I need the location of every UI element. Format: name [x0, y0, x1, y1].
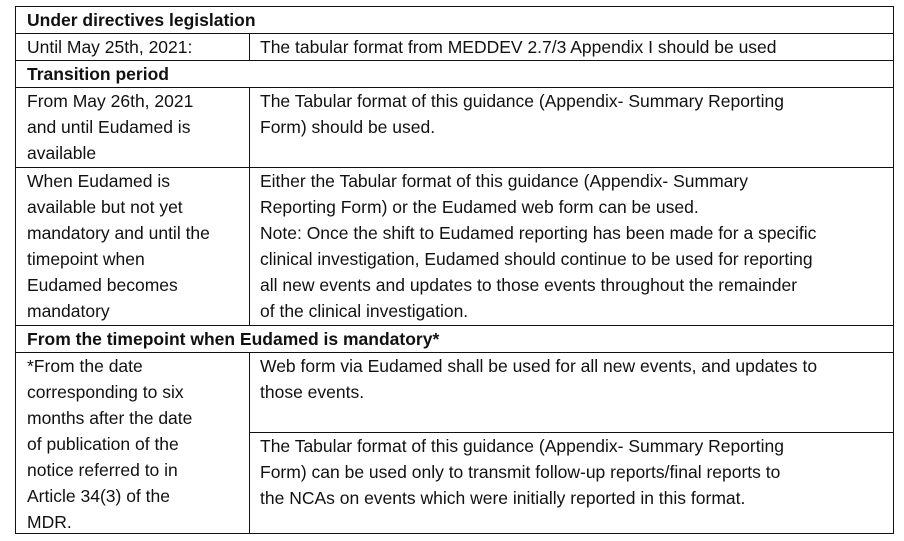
guidance-block-webform: Web form via Eudamed shall be used for all new events, and updates to those events.	[250, 353, 893, 433]
period-cell: *From the date corresponding to six months after the date of publication of the notice referred to in Article 34(3) of the MDR.	[16, 353, 250, 533]
reporting-format-table	[15, 6, 894, 534]
section-heading-text: Under directives legislation	[27, 10, 256, 30]
table-row	[16, 168, 893, 326]
section-heading-transition	[16, 61, 893, 88]
guidance-cell	[250, 353, 893, 533]
table-row	[16, 353, 893, 533]
table-row	[16, 34, 893, 61]
period-cell: From May 26th, 2021 and until Eudamed is available	[16, 88, 250, 167]
table-row	[16, 88, 893, 168]
guidance-cell: Either the Tabular format of this guidance (Appendix- Summary Reporting Form) or the Eudamed web form can be used. Note: Once the shift to Eudamed reporting has been made for a specific clinical investigation, Eudamed should continue to be used for reporting all new events and updates to those events throughout the remainder of the clinical investigation.	[260, 171, 817, 321]
guidance-cell: The Tabular format of this guidance (Appendix- Summary Reporting Form) should be used.	[260, 91, 784, 137]
period-cell: When Eudamed is available but not yet mandatory and until the timepoint when Eudamed becomes mandatory	[16, 168, 250, 325]
section-heading-text: Transition period	[27, 64, 169, 84]
section-heading-directives	[16, 7, 893, 34]
section-heading-mandatory	[16, 326, 893, 353]
period-cell: Until May 25th, 2021:	[16, 34, 250, 60]
guidance-cell: The tabular format from MEDDEV 2.7/3 Appendix I should be used	[260, 37, 777, 57]
section-heading-text: From the timepoint when Eudamed is mandatory*	[27, 329, 440, 349]
guidance-block-tabular: The Tabular format of this guidance (Appendix- Summary Reporting Form) can be used only to transmit follow-up reports/final reports to the NCAs on events which were initially reported in this format.	[260, 436, 784, 508]
